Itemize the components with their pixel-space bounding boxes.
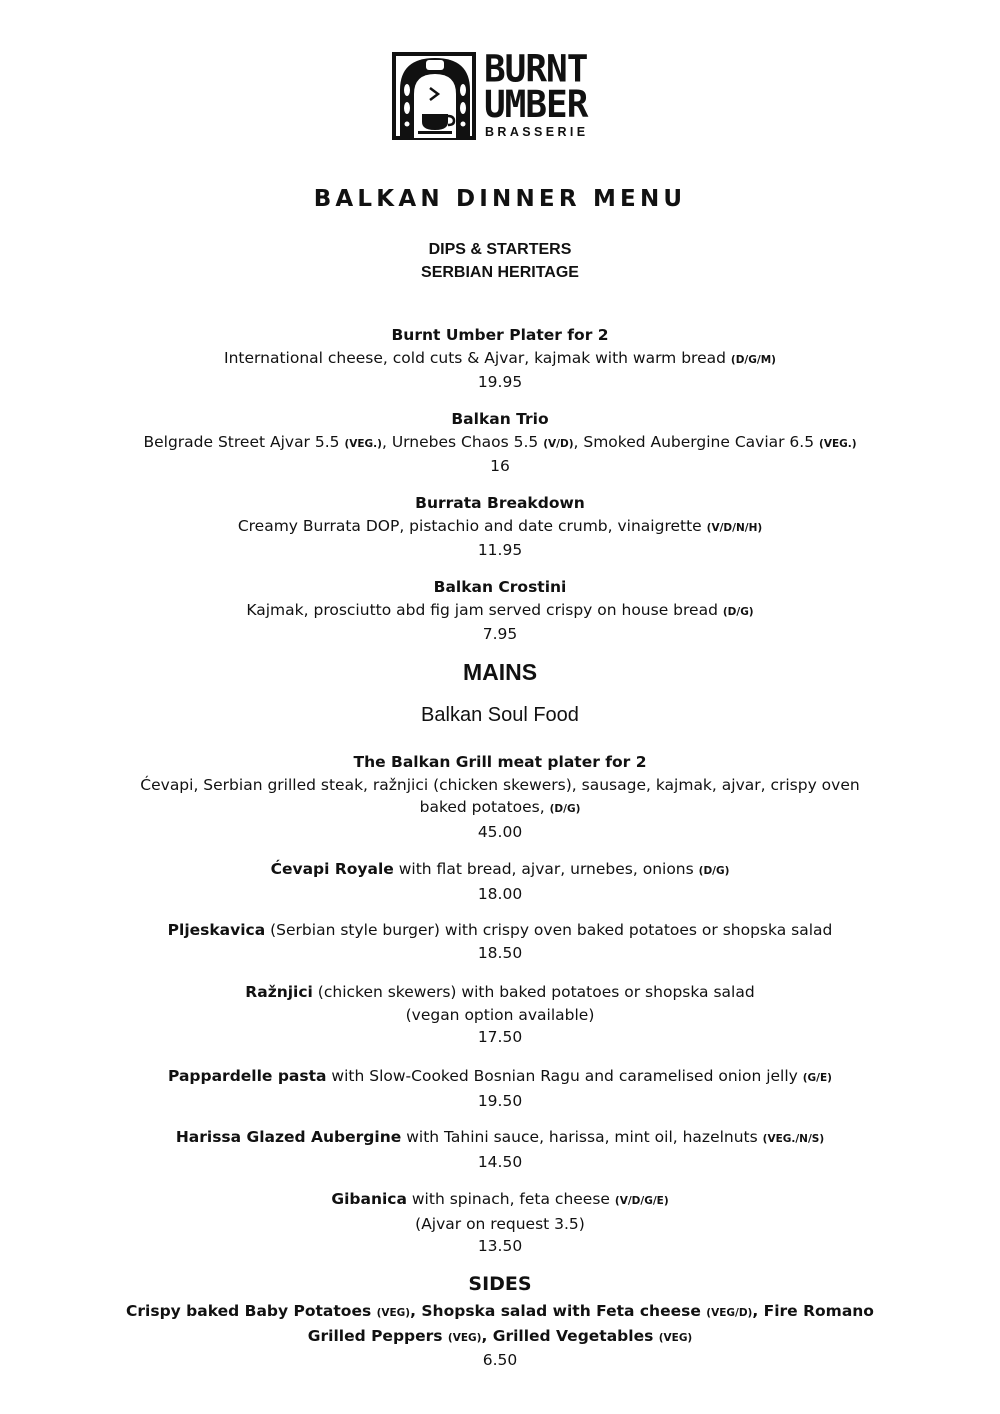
item-description: baked potatoes, [419, 798, 550, 817]
item-price: 16 [490, 457, 510, 476]
allergen-tag: (D/G/M) [730, 353, 776, 366]
item-price: 17.50 [477, 1028, 523, 1047]
item-name: Ćevapi Royale [270, 860, 394, 878]
item-description: Ćevapi, Serbian grilled steak, ražnjici (chicken skewers), sausage, kajmak, ajvar, crispy oven [140, 775, 860, 794]
sides-list [0, 1300, 1000, 1372]
item-name: The Balkan Grill meat plater for 2 [353, 753, 647, 771]
item-price: 14.50 [477, 1152, 523, 1171]
brand-word-2: UMBER [484, 83, 588, 127]
menu-item [0, 1126, 1000, 1173]
item-note: (Ajvar on request 3.5) [415, 1214, 585, 1233]
allergen-tag: (VEG.) [819, 437, 857, 450]
item-note: (vegan option available) [405, 1005, 595, 1024]
item-price: 7.95 [482, 625, 518, 644]
item-description: with Slow-Cooked Bosnian Ragu and caramelised onion jelly [326, 1067, 803, 1085]
allergen-tag: (D/G) [722, 605, 754, 618]
menu-item [0, 576, 1000, 646]
allergen-tag: (V/D) [543, 437, 574, 450]
side-item: Grilled Peppers [307, 1326, 448, 1345]
item-name: Harissa Glazed Aubergine [175, 1128, 402, 1146]
item-name: Balkan Crostini [433, 578, 567, 596]
item-price: 11.95 [477, 541, 523, 560]
allergen-tag: (VEG./N/S) [762, 1133, 825, 1145]
item-name: Balkan Trio [451, 410, 549, 428]
allergen-tag: (VEG.) [344, 437, 382, 450]
item-price: 18.50 [477, 943, 523, 962]
item-price: 19.95 [477, 373, 523, 392]
side-item: , Shopska salad with Feta cheese [410, 1302, 707, 1320]
allergen-tag: (V/D/N/H) [706, 521, 763, 534]
menu-item [0, 751, 1000, 844]
item-description: , Smoked Aubergine Caviar 6.5 [573, 432, 820, 451]
item-description: with Tahini sauce, harissa, mint oil, hazelnuts [401, 1128, 763, 1146]
menu-title: BALKAN DINNER MENU [313, 186, 687, 212]
allergen-tag: (VEG) [447, 1331, 482, 1344]
menu-item [0, 1065, 1000, 1112]
menu-item [0, 492, 1000, 562]
sides-heading: SIDES [468, 1273, 532, 1295]
menu-item [0, 408, 1000, 478]
sides-price: 6.50 [482, 1351, 518, 1370]
item-description: Kajmak, prosciutto abd fig jam served crispy on house bread [246, 600, 723, 619]
item-name: Gibanica [331, 1190, 407, 1208]
item-description: Creamy Burrata DOP, pistachio and date crumb, vinaigrette [237, 516, 707, 535]
menu-item [0, 981, 1000, 1049]
item-description: (chicken skewers) with baked potatoes or shopska salad [312, 983, 755, 1001]
mains-heading: MAINS [462, 659, 538, 685]
item-description: International cheese, cold cuts & Ajvar, kajmak with warm bread [224, 348, 731, 367]
mains-subheading: Balkan Soul Food [421, 704, 579, 726]
menu-item [0, 324, 1000, 394]
menu-item [0, 919, 1000, 964]
item-price: 45.00 [477, 823, 523, 842]
coffee-cup-logo-icon [392, 50, 478, 142]
item-name: Burnt Umber Plater for 2 [391, 326, 609, 344]
item-description: with spinach, feta cheese [406, 1190, 615, 1208]
item-description: (Serbian style burger) with crispy oven baked potatoes or shopska salad [265, 921, 833, 939]
item-description: , Urnebes Chaos 5.5 [381, 432, 544, 451]
allergen-tag: (D/G) [549, 803, 581, 816]
allergen-tag: (G/E) [802, 1072, 832, 1084]
item-price: 13.50 [477, 1237, 523, 1256]
brand-subtitle: BRASSERIE [485, 125, 589, 139]
menu-item [0, 1188, 1000, 1258]
allergen-tag: (VEG/D) [706, 1307, 753, 1319]
item-name: Pappardelle pasta [168, 1067, 327, 1085]
brand-word-1: BURNT [484, 47, 588, 91]
starters-subheading: SERBIAN HERITAGE [421, 264, 579, 281]
item-name: Ražnjici [245, 983, 313, 1001]
item-description: Belgrade Street Ajvar 5.5 [143, 432, 345, 451]
allergen-tag: (D/G) [698, 865, 730, 877]
brand-logo [392, 47, 607, 145]
item-description: with flat bread, ajvar, urnebes, onions [393, 860, 699, 878]
item-price: 18.00 [477, 884, 523, 903]
starters-heading: DIPS & STARTERS [428, 241, 572, 258]
item-price: 19.50 [477, 1091, 523, 1110]
side-item: , Fire Romano [752, 1302, 874, 1320]
allergen-tag: (V/D/G/E) [614, 1195, 669, 1207]
menu-item [0, 858, 1000, 905]
side-item: , Grilled Vegetables [481, 1326, 659, 1345]
allergen-tag: (VEG) [658, 1331, 693, 1344]
brand-name [484, 47, 588, 127]
item-name: Pljeskavica [167, 921, 266, 939]
allergen-tag: (VEG) [376, 1307, 411, 1319]
item-name: Burrata Breakdown [415, 494, 585, 512]
side-item: Crispy baked Baby Potatoes [126, 1302, 377, 1320]
